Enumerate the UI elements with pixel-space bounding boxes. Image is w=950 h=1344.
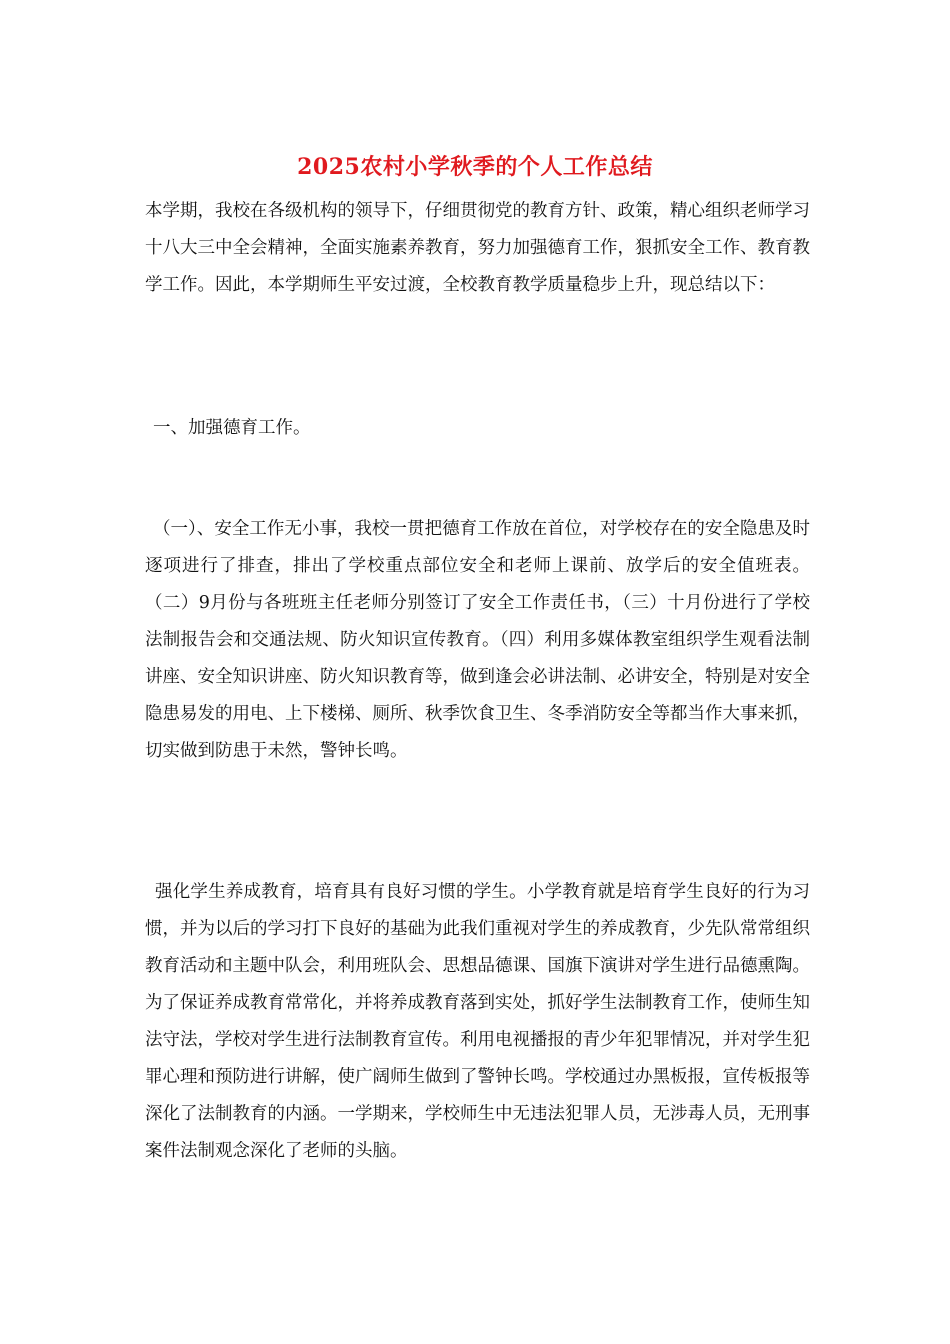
section-heading: 一、加强德育工作。: [153, 418, 311, 438]
section1-paragraph: （一）、安全工作无小事，我校一贯把德育工作放在首位，对学校存在的安全隐患及时逐项进行了排查，排出了学校重点部位安全和老师上课前、放学后的安全值班表。 （二）9月份与各班班主任老师分别签订了安全工作责任书，（三）十月份进行了学校法制报告会和交通法规、防火知识宣传教育。（四）利用多媒体教室组织学生观看法制讲座、安全知识讲座、防火知识教育等，做到逢会必讲法制、必讲安全，特别是对安全隐患易发的用电、上下楼梯、厕所、秋季饮食卫生、冬季消防安全等都当作大事来抓，切实做到防患于未然，警钟长鸣。: [145, 519, 810, 761]
intro-paragraph: 本学期，我校在各级机构的领导下，仔细贯彻党的教育方针、政策，精心组织老师学习十八大三中全会精神，全面实施素养教育，努力加强德育工作，狠抓安全工作、教育教学工作。因此，本学期师生平安过渡，全校教育教学质量稳步上升，现总结以下：: [145, 201, 810, 295]
section2-paragraph: 强化学生养成教育，培育具有良好习惯的学生。小学教育就是培育学生良好的行为习惯，并为以后的学习打下良好的基础为此我们重视对学生的养成教育，少先队常常组织教育活动和主题中队会，利用班队会、思想品德课、国旗下演讲对学生进行品德熏陶。为了保证养成教育常常化，并将养成教育落到实处，抓好学生法制教育工作，使师生知法守法，学校对学生进行法制教育宣传。利用电视播报的青少年犯罪情况，并对学生犯罪心理和预防进行讲解，使广阔师生做到了警钟长鸣。学校通过办黑板报，宣传板报等深化了法制教育的内涵。一学期来，学校师生中无违法犯罪人员，无涉毒人员，无刑事案件法制观念深化了老师的头脑。: [145, 882, 810, 1161]
document-title: 2025农村小学秋季的个人工作总结: [297, 154, 653, 180]
